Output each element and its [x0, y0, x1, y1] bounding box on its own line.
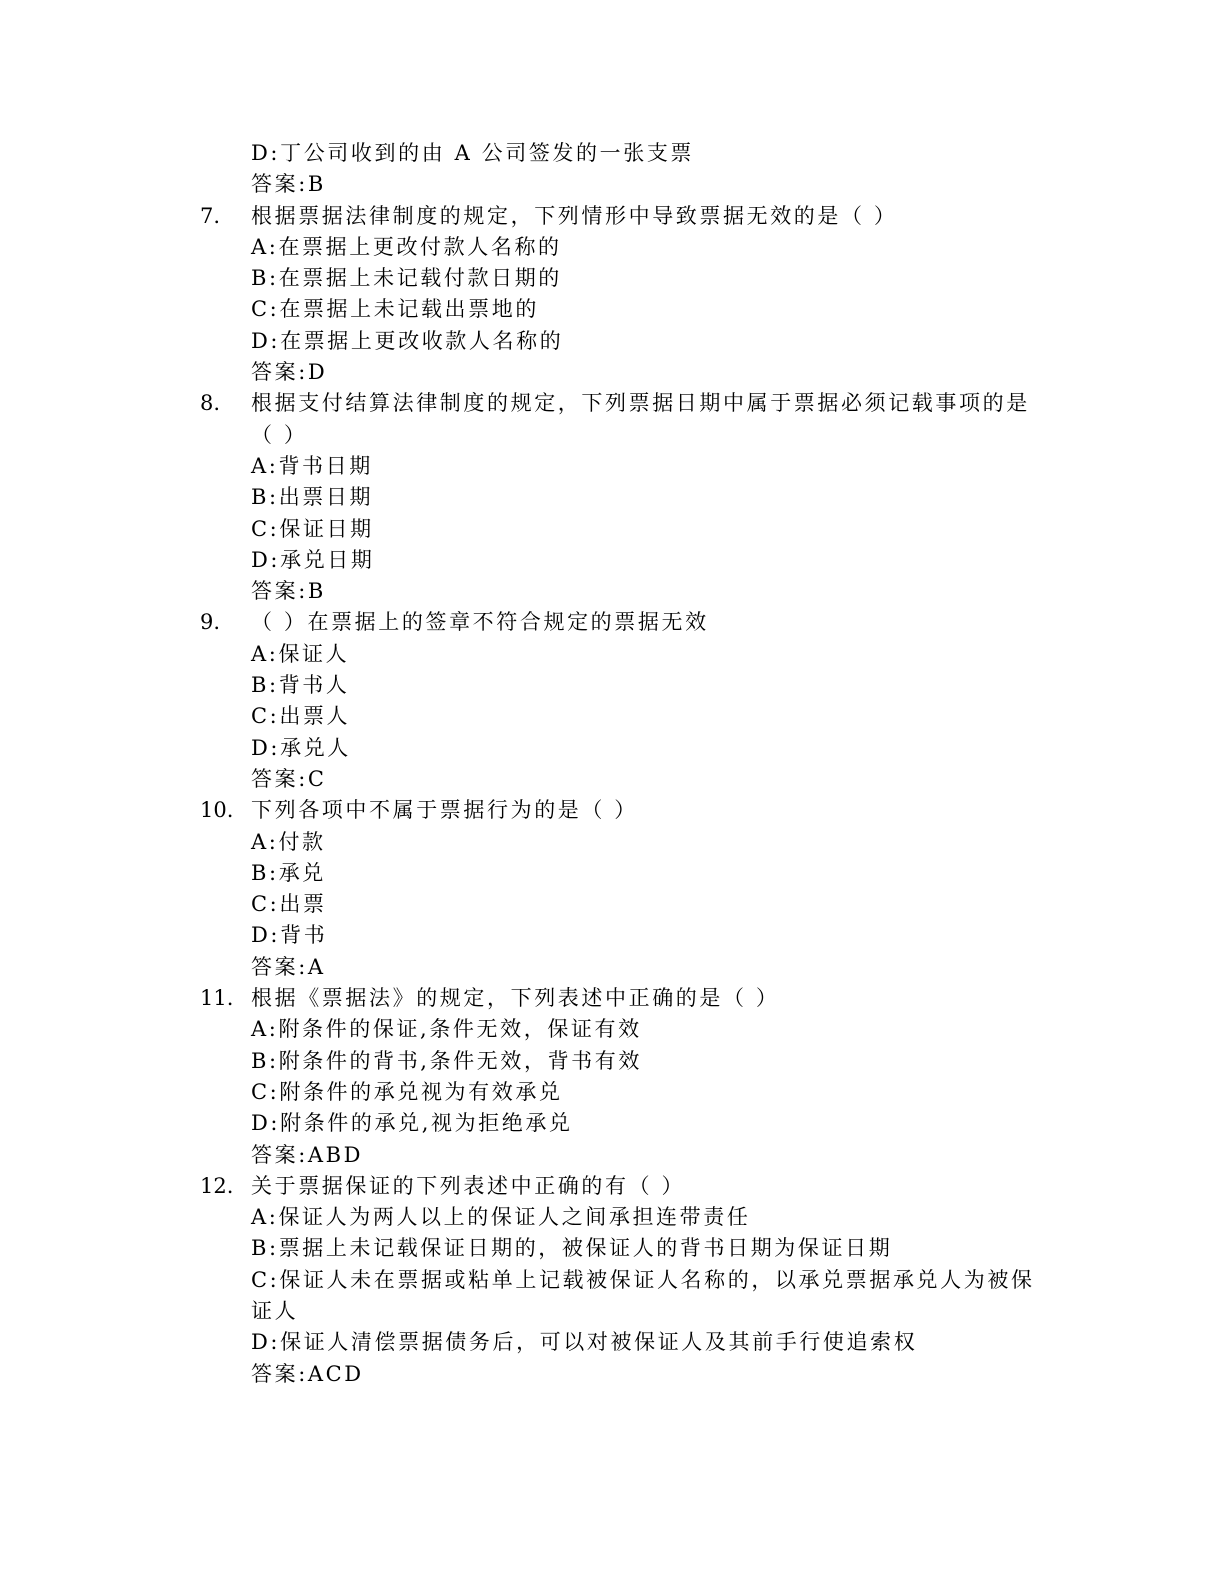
question-text: 根据《票据法》的规定，下列表述中正确的是（ ）: [251, 986, 780, 1011]
answer-key: 答案:ACD: [251, 1361, 364, 1386]
question-stem: [200, 607, 1040, 638]
question-text: 根据支付结算法律制度的规定，下列票据日期中属于票据必须记载事项的是: [251, 391, 1030, 416]
question-number: 7.: [200, 203, 221, 228]
answer-option: C:保证日期: [251, 516, 374, 541]
answer-option: C:在票据上未记载出票地的: [251, 297, 539, 322]
answer-key: 答案:B: [251, 579, 326, 604]
answer-option: B:票据上未记载保证日期的，被保证人的背书日期为保证日期: [251, 1236, 893, 1261]
question-text: 下列各项中不属于票据行为的是（ ）: [251, 798, 638, 823]
question-stem-continued: [200, 420, 1040, 451]
question-stem: [200, 795, 1040, 826]
answer-option: D:保证人清偿票据债务后，可以对被保证人及其前手行使追索权: [251, 1330, 918, 1355]
question-block: [200, 201, 1040, 389]
question-stem: [200, 1171, 1040, 1202]
answer-option: C:附条件的承兑视为有效承兑: [251, 1079, 563, 1104]
answer-option: B:附条件的背书,条件无效，背书有效: [251, 1048, 642, 1073]
lead-answer: 答案:B: [251, 172, 326, 197]
answer-option: D:附条件的承兑,视为拒绝承兑: [251, 1111, 573, 1136]
answer-option: A:保证人为两人以上的保证人之间承担连带责任: [251, 1205, 751, 1230]
answer-option: A:在票据上更改付款人名称的: [251, 234, 562, 259]
answer-option: D:背书: [251, 923, 328, 948]
answer-option: B:承兑: [251, 860, 326, 885]
question-text: 根据票据法律制度的规定，下列情形中导致票据无效的是（ ）: [251, 203, 898, 228]
answer-option: D:承兑日期: [251, 547, 375, 572]
question-number: 11.: [200, 986, 234, 1011]
question-text: （ ）: [251, 422, 308, 447]
question-number: 9.: [200, 610, 221, 635]
answer-option: C:保证人未在票据或粘单上记载被保证人名称的，以承兑票据承兑人为被保: [251, 1267, 1035, 1292]
answer-option: B:出票日期: [251, 485, 374, 510]
answer-option: A:保证人: [251, 641, 350, 666]
question-stem: [200, 388, 1040, 419]
answer-key: 答案:C: [251, 766, 327, 791]
lead-option-d: D:丁公司收到的由 A 公司签发的一张支票: [251, 141, 695, 165]
question-stem: [200, 201, 1040, 232]
question-text: （ ）在票据上的签章不符合规定的票据无效: [251, 610, 709, 635]
question-text: 关于票据保证的下列表述中正确的有（ ）: [251, 1173, 686, 1198]
answer-option: B:在票据上未记载付款日期的: [251, 266, 562, 291]
answer-option: D:承兑人: [251, 735, 351, 760]
answer-option: A:付款: [251, 829, 326, 854]
answer-key: 答案:A: [251, 954, 326, 979]
question-number: 10.: [200, 798, 234, 823]
question-block: [200, 983, 1040, 1171]
answer-key: 答案:D: [251, 360, 328, 385]
question-block: [200, 388, 1040, 607]
answer-option: C:出票人: [251, 704, 351, 729]
answer-option: A:附条件的保证,条件无效，保证有效: [251, 1017, 642, 1042]
question-block: [200, 795, 1040, 983]
answer-option: B:背书人: [251, 673, 350, 698]
question-block: [200, 607, 1040, 795]
question-number: [200, 420, 251, 451]
answer-key: 答案:ABD: [251, 1142, 364, 1167]
question-list: [200, 138, 1040, 1390]
answer-option: D:在票据上更改收款人名称的: [251, 328, 564, 353]
answer-option: C:出票: [251, 892, 327, 917]
question-number: 12.: [200, 1173, 234, 1198]
question-stem: [200, 983, 1040, 1014]
answer-option: A:背书日期: [251, 453, 373, 478]
question-block: [200, 1171, 1040, 1390]
question-number: 8.: [200, 391, 221, 416]
answer-option-continued: 证人: [251, 1298, 299, 1323]
